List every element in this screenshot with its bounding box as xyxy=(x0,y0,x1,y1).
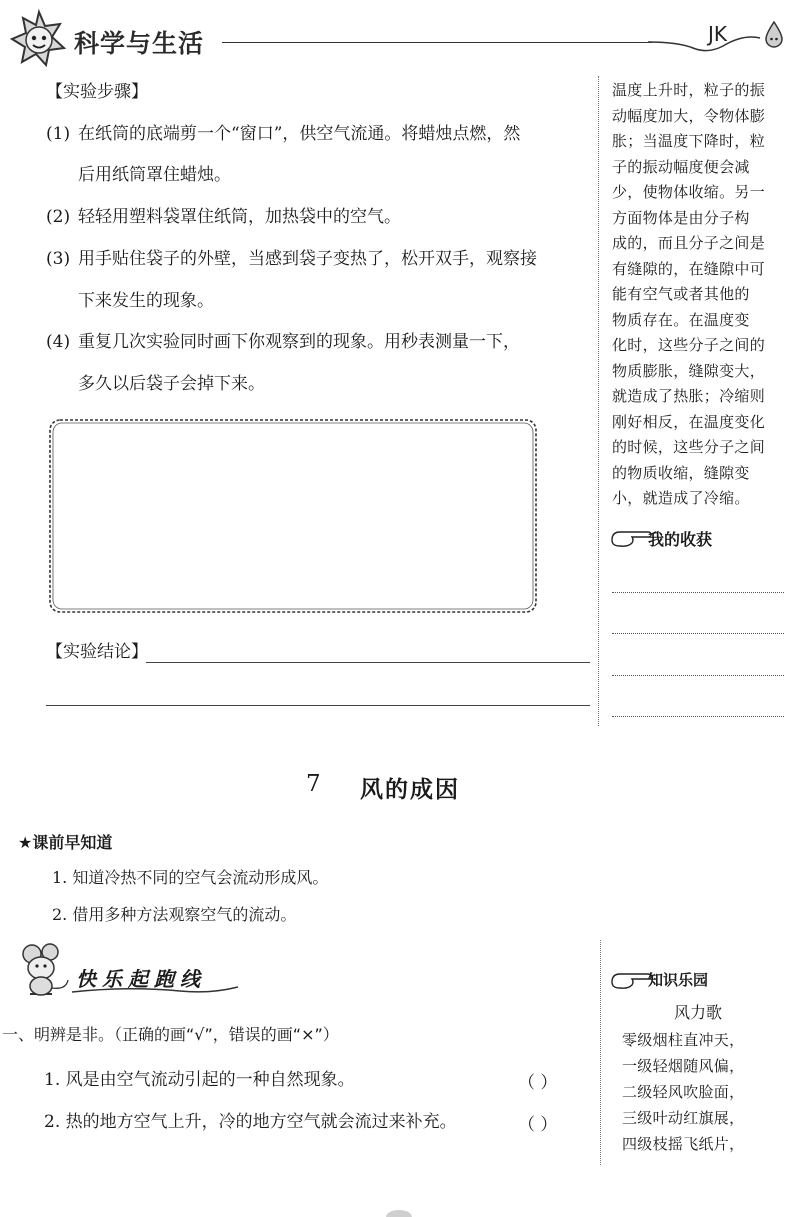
lesson-title: 风的成因 xyxy=(360,776,460,803)
step-3-num: (3) xyxy=(46,249,71,269)
mouse-mascot-icon xyxy=(14,940,74,1000)
sidebar-line-6: 方面物体是由分子构 xyxy=(612,208,750,227)
sidebar-line-7: 成的，而且分子之间是 xyxy=(612,234,766,252)
drawing-box[interactable] xyxy=(46,416,540,616)
conclusion-label: 【实验结论】 xyxy=(46,642,148,662)
step-4-line1: 重复几次实验同时画下你观察到的现象。用秒表测量一下， xyxy=(78,332,520,352)
preview-item-1: 1. 知道冷热不同的空气会流动形成风。 xyxy=(52,868,329,887)
sidebar-line-2: 动幅度加大，令物体膨 xyxy=(612,106,766,125)
banner-text: 快乐起跑线 xyxy=(76,967,206,991)
preview-item-2: 2. 借用多种方法观察空气的流动。 xyxy=(52,905,297,924)
mascot-icon xyxy=(8,8,70,70)
banner-underline xyxy=(70,984,240,998)
q1-item-2-answer[interactable]: （ ） xyxy=(518,1115,558,1135)
poem-line-5: 四级枝摇飞纸片， xyxy=(622,1135,745,1153)
step-1-num: (1) xyxy=(46,124,71,144)
sidebar-line-8: 有缝隙的，在缝隙中可 xyxy=(612,259,766,278)
pointing-hand-icon-2 xyxy=(610,970,652,990)
knowledge-label: 知识乐园 xyxy=(648,971,709,989)
conclusion-line-1[interactable] xyxy=(146,662,590,663)
poem-title: 风力歌 xyxy=(674,1003,723,1022)
header-rule xyxy=(222,42,652,43)
harvest-line-2[interactable] xyxy=(612,633,784,634)
q1-item-1-answer[interactable]: （ ） xyxy=(518,1073,558,1093)
step-2-line1: 轻轻用塑料袋罩住纸筒，加热袋中的空气。 xyxy=(78,207,401,227)
sidebar-line-16: 的物质收缩，缝隙变 xyxy=(612,463,750,482)
step-3-line1: 用手贴住袋子的外壁，当感到袋子变热了，松开双手，观察接 xyxy=(78,249,537,269)
sidebar-line-1: 温度上升时，粒子的振 xyxy=(612,81,766,99)
sidebar-line-3: 胀；当温度下降时，粒 xyxy=(612,132,766,150)
sidebar-line-4: 子的振动幅度便会减 xyxy=(612,157,750,176)
step-2-num: (2) xyxy=(46,207,71,227)
droplet-icon xyxy=(762,20,786,50)
sidebar-line-9: 能有空气或者其他的 xyxy=(612,285,750,303)
harvest-line-3[interactable] xyxy=(612,675,784,676)
column-divider-top xyxy=(598,76,599,726)
pointing-hand-icon xyxy=(610,528,652,548)
poem-line-1: 零级烟柱直冲天， xyxy=(622,1031,745,1049)
step-1-line1: 在纸筒的底端剪一个“窗口”，供空气流通。将蜡烛点燃，然 xyxy=(78,124,521,144)
steps-heading: 【实验步骤】 xyxy=(46,82,148,102)
step-1-line2: 后用纸筒罩住蜡烛。 xyxy=(78,165,231,185)
step-4-num: (4) xyxy=(46,332,71,352)
lesson-number: 7 xyxy=(306,771,321,797)
sidebar-line-11: 化时，这些分子之间的 xyxy=(612,336,766,354)
page-footer-mark xyxy=(384,1204,414,1217)
sidebar-line-17: 小，就造成了冷缩。 xyxy=(612,489,750,507)
poem-line-3: 二级轻风吹脸面， xyxy=(622,1083,745,1101)
sidebar-line-14: 刚好相反，在温度变化 xyxy=(612,412,766,431)
step-4-line2: 多久以后袋子会掉下来。 xyxy=(78,374,265,394)
conclusion-line-2[interactable] xyxy=(46,705,590,706)
harvest-label: 我的收获 xyxy=(648,530,713,549)
poem-line-4: 三级叶动红旗展， xyxy=(622,1109,745,1127)
sidebar-line-13: 就造成了热胀；冷缩则 xyxy=(612,387,766,405)
sidebar-line-5: 少，使物体收缩。另一 xyxy=(612,183,766,201)
q1-item-2: 2. 热的地方空气上升，冷的地方空气就会流过来补充。 xyxy=(44,1112,457,1132)
poem-line-2: 一级轻烟随风偏， xyxy=(622,1057,745,1075)
q1-item-1: 1. 风是由空气流动引起的一种自然现象。 xyxy=(44,1070,355,1090)
series-title: 科学与生活 xyxy=(74,29,205,58)
column-divider-bottom xyxy=(600,940,601,1165)
edition-code: JK xyxy=(708,22,728,46)
sidebar-line-10: 物质存在。在温度变 xyxy=(612,310,750,329)
harvest-line-4[interactable] xyxy=(612,716,784,717)
step-3-line2: 下来发生的现象。 xyxy=(78,291,214,311)
sidebar-line-12: 物质膨胀，缝隙变大， xyxy=(612,361,766,380)
question-1-title: 一、明辨是非。（正确的画“√”，错误的画“×”） xyxy=(2,1025,339,1044)
preview-label: ★课前早知道 xyxy=(18,833,113,852)
sidebar-line-15: 的时候，这些分子之间 xyxy=(612,438,766,456)
harvest-line-1[interactable] xyxy=(612,592,784,593)
